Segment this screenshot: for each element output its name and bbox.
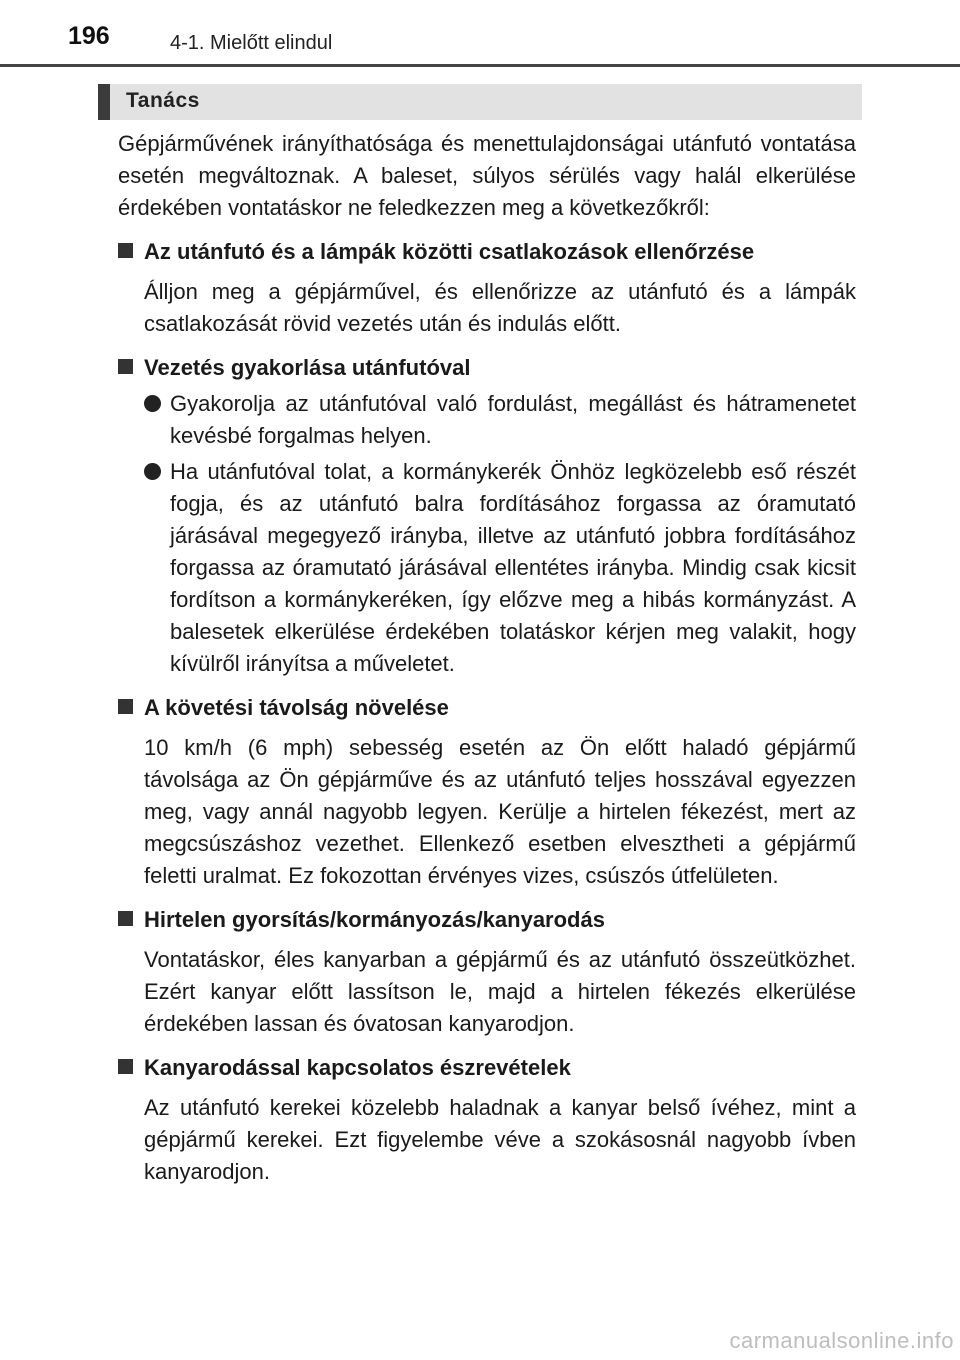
bullet-list [118, 388, 856, 680]
square-bullet-icon [118, 699, 133, 714]
section-title: A követési távolság növelése [118, 692, 856, 724]
page-header [0, 0, 960, 70]
square-bullet-icon [118, 1059, 133, 1074]
content-area [118, 128, 856, 1188]
section-body: 10 km/h (6 mph) sebesség esetén az Ön előtt haladó gépjármű távolsága az Ön gépjárműve és az utánfutó teljes hosszával egyezzen meg, vagy annál nagyobb legyen. Kerülje a hirtelen fékezést, mert az megcsúszáshoz vezethet. Ellenkező esetben elvesztheti a gépjármű feletti uralmat. Ez fokozottan érvényes vizes, csúszós útfelületen. [144, 735, 856, 888]
section-body: Álljon meg a gépjárművel, és ellenőrizze az utánfutó és a lámpák csatlakozását rövid vezetés után és indulás előtt. [144, 279, 856, 336]
section-title: Kanyarodással kapcsolatos észrevételek [118, 1052, 856, 1084]
section-following-distance [118, 692, 856, 892]
tip-banner [98, 84, 862, 120]
section-turning [118, 1052, 856, 1188]
list-item: Ha utánfutóval tolat, a kormánykerék Önhöz legközelebb eső részét fogja, és az utánfutó balra fordításához forgassa az óramutató járásával megegyező irányba, illetve az utánfutó jobbra fordításához forgassa az óramutató járásával ellentétes irányba. Mindig csak kicsit fordítson a kormánykeréken, így előzve meg a hibás kormányzást. A balesetek elkerülése érdekében tolatáskor kérjen meg valakit, hogy kívülről irányítsa a műveletet. [144, 456, 856, 680]
square-bullet-icon [118, 243, 133, 258]
square-bullet-icon [118, 911, 133, 926]
section-title: Vezetés gyakorlása utánfutóval [118, 352, 856, 384]
header-divider [0, 64, 960, 67]
section-body: Az utánfutó kerekei közelebb haladnak a kanyar belső ívéhez, mint a gépjármű kerekei. Ezt figyelembe véve a szokásosnál nagyobb ívben kanyarodjon. [144, 1095, 856, 1184]
section-body: Vontatáskor, éles kanyarban a gépjármű és az utánfutó összeütközhet. Ezért kanyar előtt lassítson le, majd a hirtelen fékezés elkerülése érdekében lassan és óvatosan kanyarodjon. [144, 947, 856, 1036]
square-bullet-icon [118, 359, 133, 374]
page-number: 196 [68, 22, 110, 50]
section-practice [118, 352, 856, 680]
section-title: Hirtelen gyorsítás/kormányozás/kanyarodás [118, 904, 856, 936]
section-label: 4-1. Mielőtt elindul [170, 32, 333, 54]
circle-bullet-icon [144, 395, 161, 412]
circle-bullet-icon [144, 463, 161, 480]
watermark-text: carmanualsonline.info [729, 1328, 954, 1353]
section-title: Az utánfutó és a lámpák közötti csatlakozások ellenőrzése [118, 236, 856, 268]
list-item: Gyakorolja az utánfutóval való fordulást, megállást és hátramenetet kevésbé forgalmas helyen. [144, 388, 856, 452]
section-connections [118, 236, 856, 340]
section-sudden-maneuvers [118, 904, 856, 1040]
intro-paragraph: Gépjárművének irányíthatósága és menettulajdonságai utánfutó vontatása esetén megváltoznak. A baleset, súlyos sérülés vagy halál elkerülése érdekében vontatáskor ne feledkezzen meg a következőkről: [118, 131, 856, 220]
tip-title: Tanács [126, 89, 200, 112]
